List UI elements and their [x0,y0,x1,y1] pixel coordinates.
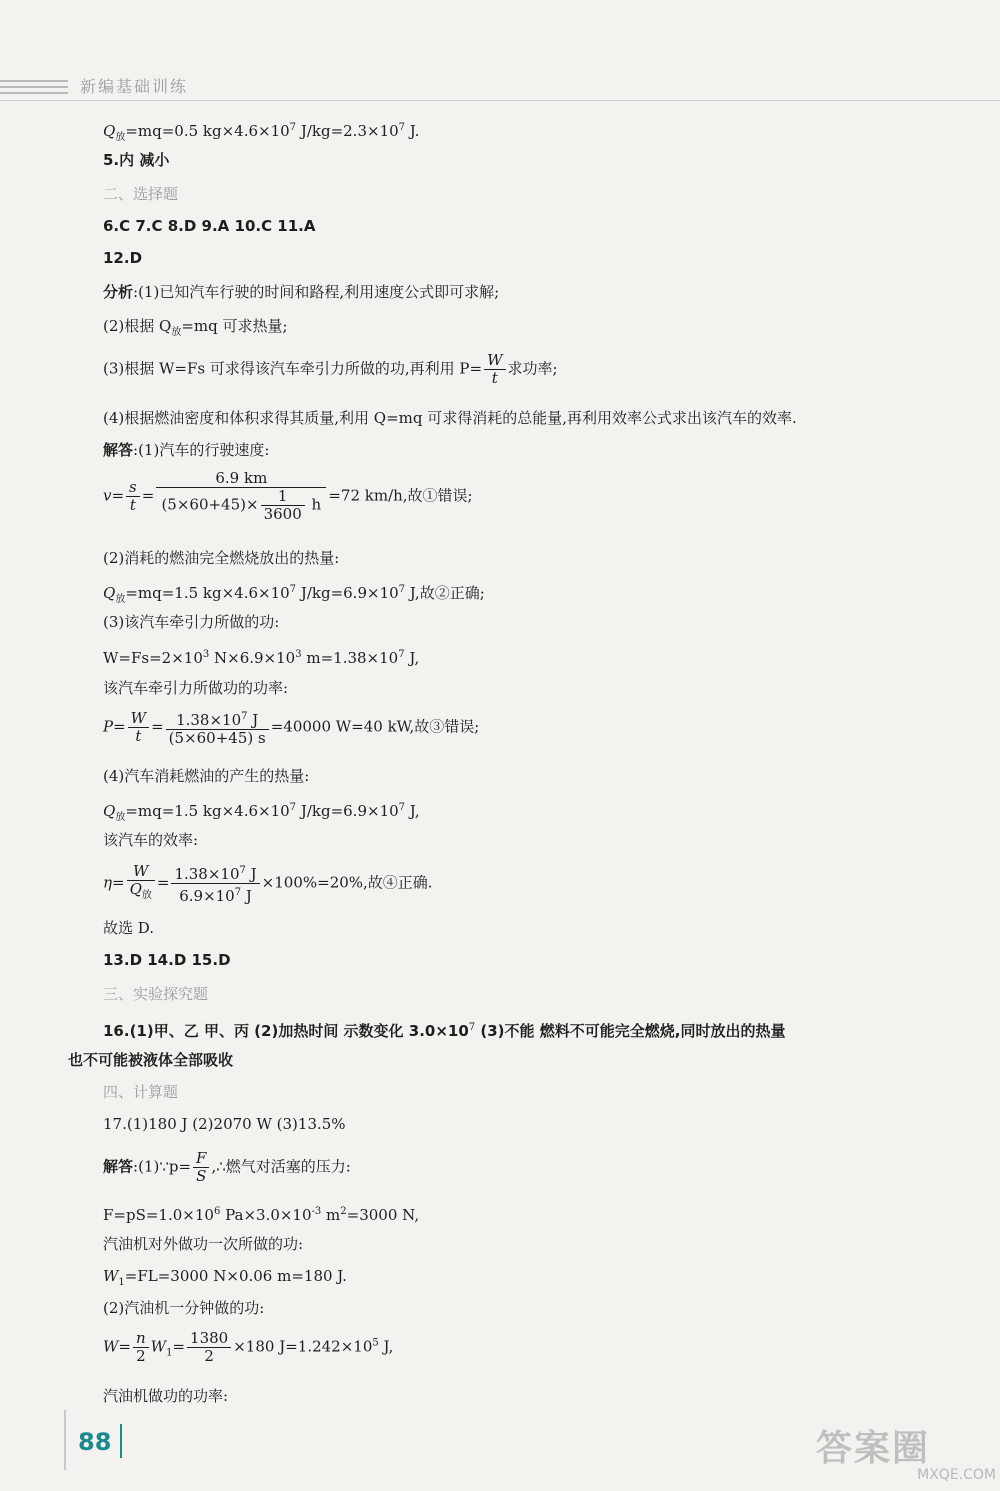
solution-4-title: (4)汽车消耗燃油的产生的热量: [103,767,310,785]
watermark-logo: 答案圈 [816,1428,931,1469]
choose-d: 故选 D. [103,919,155,937]
section-experiment: 三、实验探究题 [103,985,209,1003]
watermark [816,1420,996,1486]
solution-2-title: (2)消耗的燃油完全燃烧放出的热量: [103,549,340,567]
analysis-1: 分析:(1)已知汽车行驶的时间和路程,利用速度公式即可求解; [103,283,500,301]
header-title: 新编基础训练 [80,77,189,96]
work-minute-formula: W= $\frac{n}{2}$ $W_1=$ $\frac{1380}{2}$ ×180 $J=1.242\times 10^5$ J, [103,1329,394,1365]
fraction-n: $\frac{1380}{2}$ [187,1330,231,1365]
answer-5: 5.内 减小 [103,151,170,169]
header-decoration [0,80,68,102]
solution-3-title: (3)该汽车牵引力所做的功: [103,613,280,631]
heat-line-2: $Q_放=mq=1.5$ $kg\times 4.6\times 10^7$ $J/kg=6.9\times 10^7$ J, [103,802,420,823]
solution-17-1: 解答:(1)∵p= $\frac{F}{S}$ ,∴燃气对活塞的压力: [103,1149,351,1185]
page-number-bar [120,1424,122,1458]
header-rule [0,100,1000,101]
section-calculation: 四、计算题 [103,1083,179,1101]
work-once-line: $W_1=FL=3000$ N×0.06 m=180 J. [103,1267,347,1288]
line-q-fang-1: $Q_放=mq=0.5$ $kg\times 4.6\times 10^7$ $J/kg=2.3\times 10^7$ J. [103,122,420,143]
answer-12: 12.D [103,249,143,267]
answers-6-11: 6.C 7.C 8.D 9.A 10.C 11.A [103,217,316,235]
answer-16-cont: 也不可能被液体全部吸收 [68,1051,234,1069]
heat-line: $Q_放=mq=1.5$ $kg\times 4.6\times 10^7$ $J/kg=6.9\times 10^7$ J,故②正确; [103,584,485,605]
efficiency-formula: η= $\frac{W}{Q_放}$ = $\frac{1.38\times 10^7 J}{6.9\times 10^7 J}$ ×100%=20%,故④正确. [103,862,433,905]
power-title: 该汽车牵引力所做功的功率: [103,679,289,697]
work-line: $W=Fs=2\times 10^3$ $N\times 6.9\times 10^3$ $m=1.38\times 10^7$ J, [103,649,420,667]
answer-16: 16.(1)甲、乙 甲、丙 (2)加热时间 示数变化 $3.0\times 10^7$ (3)不能 燃料不可能完全燃烧,同时放出的热量 [103,1022,786,1040]
answer-17: 17.(1)180 J (2)2070 W (3)13.5% [103,1115,346,1133]
fraction-efficiency: $\frac{1.38\times 10^7 J}{6.9\times 10^7 J}$ [171,862,259,905]
power-title-2: 汽油机做功的功率: [103,1387,229,1405]
fraction-w-over-t: $\frac{W}{t}$ [484,352,505,387]
force-line: $F=pS=1.0\times 10^6$ $Pa\times 3.0\times 10^{-3}$ $m^2=3000$ N, [103,1206,420,1224]
power-formula: P= $\frac{W}{t}$ = $\frac{1.38\times 10^7 J}{(5\times 60+45) s}$ =40000 W=40 kW,故③错误; [103,709,480,747]
fraction-velocity: 6.9 km (5×60+45)× $\frac{1}{3600}$ h [156,470,326,523]
efficiency-title: 该汽车的效率: [103,831,199,849]
answers-13-15: 13.D 14.D 15.D [103,951,231,969]
fraction-power: $\frac{1.38\times 10^7 J}{(5\times 60+45) s}$ [166,708,269,747]
watermark-url: MXQE.COM [917,1467,996,1483]
solution-1-title: 解答:(1)汽车的行驶速度: [103,441,270,459]
analysis-2: (2)根据 $Q_放=mq$ 可求热量; [103,317,288,338]
page-number: 88 [78,1428,112,1456]
section-choice: 二、选择题 [103,185,179,203]
analysis-3: (3)根据 W=Fs 可求得该汽车牵引力所做的功,再利用 P= $\frac{W}{t}$ 求功率; [103,351,558,387]
work-once-title: 汽油机对外做功一次所做的功: [103,1235,304,1253]
analysis-4: (4)根据燃油密度和体积求得其质量,利用 Q=mq 可求得消耗的总能量,再利用效率公式求出该汽车的效率. [103,409,797,427]
work-minute-title: (2)汽油机一分钟做的功: [103,1299,265,1317]
velocity-formula: v= $\frac{s}{t}$ = 6.9 km (5×60+45)× $\frac{1}{3600}$ h =72 km/h,故①错误; [103,469,473,523]
page-number-rule-left [64,1410,66,1470]
